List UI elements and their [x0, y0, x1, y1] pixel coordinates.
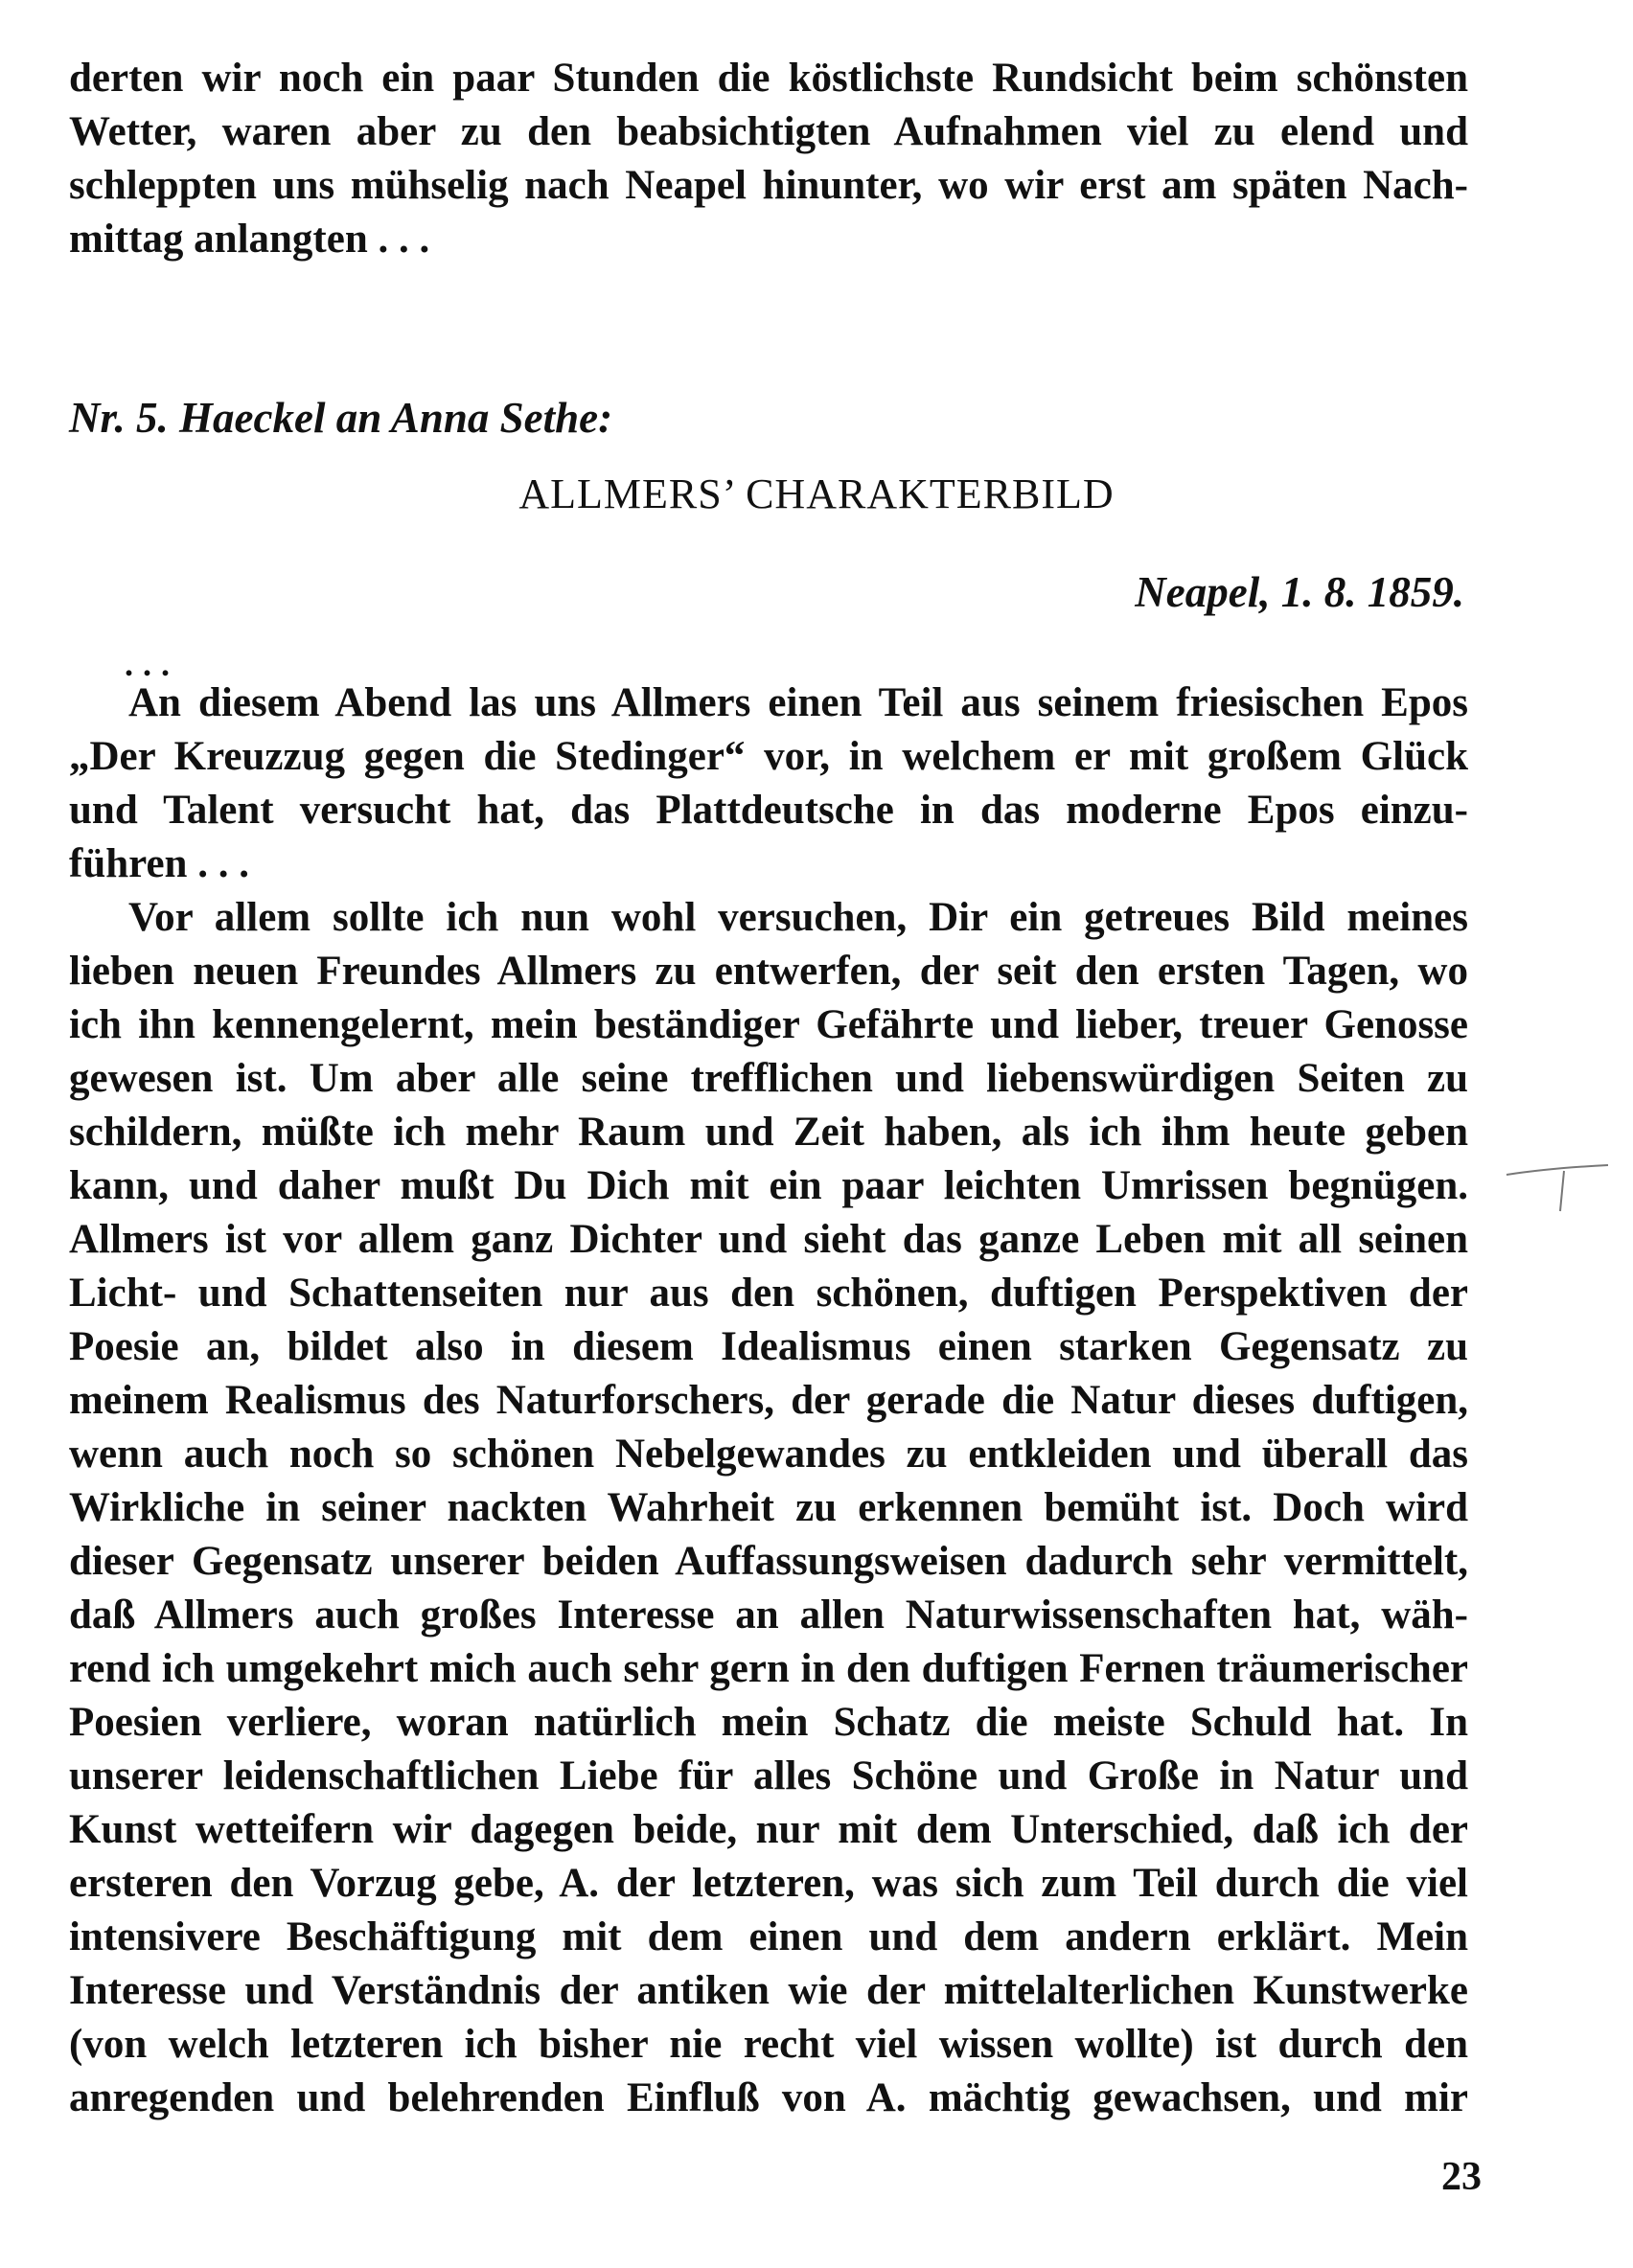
- text-line: unserer leidenschaftlichen Liebe für alles Schöne und Große in Natur und: [69, 1753, 1468, 1798]
- text-line: rend ich umgekehrt mich auch sehr gern in den duftigen Fernen träumerischer: [69, 1646, 1468, 1691]
- text-line: Wirkliche in seiner nackten Wahrheit zu erkennen bemüht ist. Doch wird: [69, 1485, 1468, 1530]
- text-line: daß Allmers auch großes Interesse an allen Naturwissenschaften hat, wäh-: [69, 1592, 1468, 1638]
- omission-mark: ...: [125, 645, 179, 683]
- text-line: Kunst wetteifern wir dagegen beide, nur mit dem Unterschied, daß ich der: [69, 1807, 1468, 1852]
- text-line: Allmers ist vor allem ganz Dichter und sieht das ganze Leben mit all seinen: [69, 1217, 1468, 1262]
- pencil-margin-mark: [1503, 1154, 1618, 1230]
- text-line: An diesem Abend las uns Allmers einen Teil aus seinem friesischen Epos: [128, 680, 1468, 725]
- text-line: schildern, müßte ich mehr Raum und Zeit haben, als ich ihm heute geben: [69, 1110, 1468, 1155]
- paragraph-1: [69, 676, 1468, 891]
- text-line: dieser Gegensatz unserer beiden Auffassungsweisen dadurch sehr vermittelt,: [69, 1539, 1468, 1584]
- text-line: mittag anlangten . . .: [69, 217, 430, 262]
- text-line: anregenden und belehrenden Einfluß von A. mächtig gewachsen, und mir: [69, 2075, 1468, 2120]
- text-line: Wetter, waren aber zu den beabsichtigten Aufnahmen viel zu elend und: [69, 109, 1468, 154]
- text-line: und Talent versucht hat, das Plattdeutsche in das moderne Epos einzu-: [69, 788, 1468, 833]
- text-line: Interesse und Verständnis der antiken wie der mittelalterlichen Kunstwerke: [69, 1968, 1468, 2013]
- text-line: gewesen ist. Um aber alle seine trefflichen und liebenswürdigen Seiten zu: [69, 1056, 1468, 1101]
- letter-heading: Nr. 5. Haeckel an Anna Sethe:: [69, 394, 613, 442]
- text-line: lieben neuen Freundes Allmers zu entwerfen, der seit den ersten Tagen, wo: [69, 949, 1468, 994]
- text-line: ich ihn kennengelernt, mein beständiger Gefährte und lieber, treuer Genosse: [69, 1002, 1468, 1047]
- text-line: Poesien verliere, woran natürlich mein Schatz die meiste Schuld hat. In: [69, 1700, 1468, 1745]
- text-line: Vor allem sollte ich nun wohl versuchen, Dir ein getreues Bild meines: [128, 895, 1468, 940]
- text-line: Licht- und Schattenseiten nur aus den schönen, duftigen Perspektiven der: [69, 1271, 1468, 1316]
- text-line: „Der Kreuzzug gegen die Stedinger“ vor, in welchem er mit großem Glück: [69, 734, 1468, 779]
- dateline: Neapel, 1. 8. 1859.: [1135, 568, 1464, 616]
- text-line: schleppten uns mühselig nach Neapel hinunter, wo wir erst am späten Nach-: [69, 163, 1468, 208]
- text-line: (von welch letzteren ich bisher nie recht viel wissen wollte) ist durch den: [69, 2022, 1468, 2067]
- text-line: wenn auch noch so schönen Nebelgewandes zu entkleiden und überall das: [69, 1432, 1468, 1477]
- letter-title: ALLMERS’ CHARAKTERBILD: [518, 470, 1115, 517]
- text-line: führen . . .: [69, 841, 249, 886]
- text-line: meinem Realismus des Naturforschers, der gerade die Natur dieses duftigen,: [69, 1378, 1468, 1423]
- page-number: 23: [1441, 2155, 1482, 2199]
- text-line: Poesie an, bildet also in diesem Idealismus einen starken Gegensatz zu: [69, 1324, 1468, 1369]
- text-line: intensivere Beschäftigung mit dem einen und dem andern erklärt. Mein: [69, 1914, 1468, 1959]
- text-line: kann, und daher mußt Du Dich mit ein paar leichten Umrissen begnügen.: [69, 1163, 1468, 1208]
- text-line: ersteren den Vorzug gebe, A. der letzteren, was sich zum Teil durch die viel: [69, 1861, 1468, 1906]
- text-line: derten wir noch ein paar Stunden die köstlichste Rundsicht beim schönsten: [69, 56, 1468, 101]
- paragraph-2: [69, 891, 1468, 2125]
- intro-paragraph: [69, 52, 1468, 266]
